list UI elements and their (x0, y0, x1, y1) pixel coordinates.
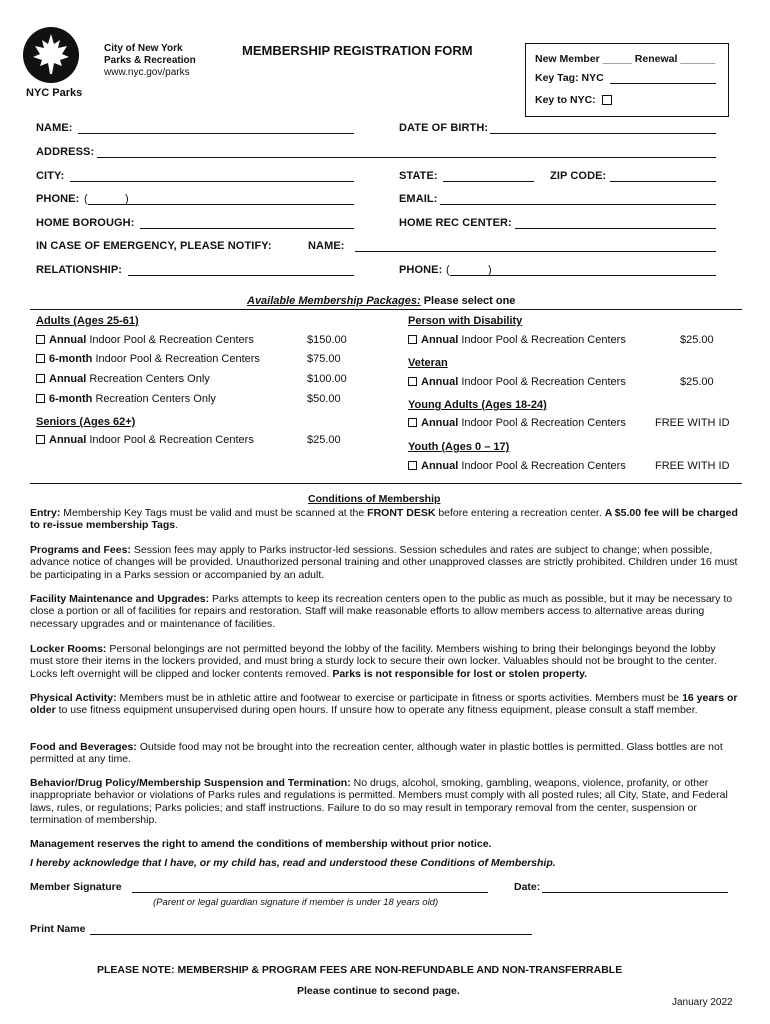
em-phone-paren-close: ) (488, 264, 492, 276)
conditions-title: Conditions of Membership (308, 493, 441, 505)
package-term: Annual (49, 373, 87, 385)
zip-label: ZIP CODE: (550, 170, 607, 182)
phone-label: PHONE: (36, 193, 80, 205)
member-signature-label: Member Signature (30, 881, 122, 893)
packages-heading (247, 295, 515, 307)
package-term: Annual (421, 334, 459, 346)
address-field[interactable] (97, 157, 716, 158)
package-desc: Indoor Pool & Recreation Centers (458, 376, 626, 388)
package-term: Annual (421, 417, 459, 429)
address-label: ADDRESS: (36, 146, 95, 158)
fees-note: PLEASE NOTE: MEMBERSHIP & PROGRAM FEES ARE NON-REFUNDABLE AND NON-TRANSFERRABLE (97, 964, 623, 976)
phone-paren-close: ) (125, 193, 129, 205)
state-field[interactable] (443, 181, 534, 182)
relationship-field[interactable] (128, 275, 354, 276)
revision-date: January 2022 (672, 997, 733, 1008)
package-young-adult-annual-pool[interactable] (408, 417, 626, 429)
emergency-name-label: NAME: (308, 240, 345, 252)
key-to-nyc-label: Key to NYC: (535, 94, 596, 106)
price-youth: FREE WITH ID (655, 460, 730, 472)
package-desc: Indoor Pool & Recreation Centers (458, 460, 626, 472)
conditions-physical (30, 692, 740, 717)
physical-label: Physical Activity: (30, 692, 117, 704)
entry-text: Membership Key Tags must be valid and must be scanned at the (60, 507, 368, 519)
checkbox[interactable] (408, 335, 417, 344)
management-note: Management reserves the right to amend the conditions of membership without prior notice. (30, 838, 492, 850)
disability-heading: Person with Disability (408, 315, 523, 327)
print-name-field[interactable] (90, 934, 532, 935)
package-veteran-annual-pool[interactable] (408, 376, 626, 388)
date-label: Date: (514, 881, 541, 893)
checkbox[interactable] (408, 377, 417, 386)
email-label: EMAIL: (399, 193, 438, 205)
entry-bold: FRONT DESK (367, 507, 436, 519)
programs-label: Programs and Fees: (30, 544, 131, 556)
acknowledgement: I hereby acknowledge that I have, or my child has, read and understood these Conditions of Membership. (30, 857, 556, 869)
nyc-parks-logo (22, 26, 80, 84)
packages-heading-label: Available Membership Packages: (247, 295, 421, 307)
food-text: Outside food may not be brought into the recreation center, although water in plastic bottles is permitted. Glass bottles are not permitted at any time. (30, 741, 723, 766)
package-adult-6month-rec[interactable] (36, 393, 216, 405)
price-adult-annual-pool: $150.00 (307, 334, 347, 346)
emergency-phone-label: PHONE: (399, 264, 443, 276)
office-use-box (525, 43, 729, 117)
package-desc: Recreation Centers Only (92, 393, 216, 405)
zip-field[interactable] (610, 181, 716, 182)
emergency-name-field[interactable] (355, 251, 716, 252)
conditions-locker (30, 643, 740, 680)
package-desc: Indoor Pool & Recreation Centers (458, 334, 626, 346)
continue-note: Please continue to second page. (297, 985, 460, 997)
phone-field[interactable] (88, 204, 354, 205)
package-adult-6month-pool[interactable] (36, 353, 260, 365)
date-field[interactable] (542, 892, 728, 893)
food-label: Food and Beverages: (30, 741, 137, 753)
borough-label: HOME BOROUGH: (36, 217, 135, 229)
price-adult-6month-rec: $50.00 (307, 393, 341, 405)
checkbox[interactable] (36, 435, 45, 444)
conditions-facility (30, 593, 740, 630)
packages-top-rule (30, 309, 742, 310)
package-term: 6-month (49, 393, 93, 405)
package-term: Annual (49, 334, 87, 346)
package-term: Annual (49, 434, 87, 446)
seniors-heading: Seniors (Ages 62+) (36, 416, 136, 428)
checkbox[interactable] (36, 374, 45, 383)
print-name-label: Print Name (30, 923, 86, 935)
package-disability-annual-pool[interactable] (408, 334, 626, 346)
checkbox[interactable] (36, 394, 45, 403)
dob-label: DATE OF BIRTH: (399, 122, 489, 134)
package-youth-annual-pool[interactable] (408, 460, 626, 472)
entry-bold: A $5.00 fee will be charged to re-issue membership Tags (30, 507, 738, 532)
price-veteran: $25.00 (680, 376, 714, 388)
package-adult-annual-rec[interactable] (36, 373, 210, 385)
member-signature-field[interactable] (132, 892, 488, 893)
package-desc: Recreation Centers Only (86, 373, 210, 385)
entry-text: before entering a recreation center. (435, 507, 605, 519)
locker-text: Personal belongings are not permitted beyond the lobby of the facility. Members wishing to bring their belongings beyond the lobby must store their items in the lockers provided, and must bring a sturdy lock to secure their own locker. Valuables should not be brought to the center. Locks left overnight will be clipped and locker contents removed. (30, 643, 717, 680)
conditions-behavior (30, 777, 740, 826)
package-term: Annual (421, 376, 459, 388)
form-title: MEMBERSHIP REGISTRATION FORM (242, 43, 473, 58)
young-adults-heading: Young Adults (Ages 18-24) (408, 399, 547, 411)
programs-text: Session fees may apply to Parks instructor-led sessions. Session schedules and rates are subject to change; when possible, advance notice of changes will be provided. Unauthorized personal training and other unapproved classes are strictly prohibited. Children under 16 must be participating in a Parks session or accompanied by an adult. (30, 544, 738, 581)
package-senior-annual-pool[interactable] (36, 434, 254, 446)
entry-label: Entry: (30, 507, 61, 519)
member-type-line[interactable]: New Member _____ Renewal ______ (535, 53, 716, 65)
keytag-label: Key Tag: NYC (535, 72, 604, 84)
emergency-phone-field[interactable] (450, 275, 716, 276)
conditions-food (30, 741, 740, 766)
org-name-line1: City of New York (104, 43, 183, 54)
keytag-field[interactable] (610, 83, 716, 84)
physical-bold: 16 years or older (30, 692, 738, 717)
price-disability: $25.00 (680, 334, 714, 346)
rec-center-field[interactable] (515, 228, 716, 229)
state-label: STATE: (399, 170, 438, 182)
package-term: Annual (421, 460, 459, 472)
youth-heading: Youth (Ages 0 – 17) (408, 441, 510, 453)
city-field[interactable] (70, 181, 354, 182)
package-desc: Indoor Pool & Recreation Centers (92, 353, 260, 365)
checkbox[interactable] (408, 461, 417, 470)
price-adult-annual-rec: $100.00 (307, 373, 347, 385)
borough-field[interactable] (140, 228, 354, 229)
package-adult-annual-pool[interactable] (36, 334, 254, 346)
name-field[interactable] (78, 133, 354, 134)
packages-bottom-rule (30, 483, 742, 484)
locker-label: Locker Rooms: (30, 643, 107, 655)
em-phone-paren-open: ( (446, 264, 450, 276)
package-term: 6-month (49, 353, 93, 365)
locker-bold: Parks is not responsible for lost or stolen property. (332, 667, 588, 680)
phone-paren-open: ( (84, 193, 88, 205)
logo-text: NYC Parks (26, 87, 83, 99)
key-to-nyc-checkbox[interactable] (602, 95, 612, 105)
checkbox[interactable] (36, 335, 45, 344)
package-desc: Indoor Pool & Recreation Centers (86, 334, 254, 346)
price-senior-annual-pool: $25.00 (307, 434, 341, 446)
conditions-programs (30, 544, 740, 581)
package-desc: Indoor Pool & Recreation Centers (86, 434, 254, 446)
package-desc: Indoor Pool & Recreation Centers (458, 417, 626, 429)
physical-text: to use fitness equipment unsupervised during open hours. If unsure how to operate any fitness equipment, please consult a staff member. (55, 704, 698, 717)
dob-field[interactable] (490, 133, 716, 134)
org-url: www.nyc.gov/parks (104, 67, 190, 78)
entry-end: . (175, 519, 179, 532)
checkbox[interactable] (408, 418, 417, 427)
packages-heading-suffix: Please select one (420, 295, 516, 307)
price-young-adult: FREE WITH ID (655, 417, 730, 429)
price-adult-6month-pool: $75.00 (307, 353, 341, 365)
physical-text: Members must be in athletic attire and footwear to exercise or participate in fitness or sports activities. Members must be (116, 692, 683, 704)
emergency-label: IN CASE OF EMERGENCY, PLEASE NOTIFY: (36, 240, 272, 252)
facility-label: Facility Maintenance and Upgrades: (30, 593, 210, 605)
relationship-label: RELATIONSHIP: (36, 264, 123, 276)
rec-center-label: HOME REC CENTER: (399, 217, 512, 229)
name-label: NAME: (36, 122, 73, 134)
adults-heading: Adults (Ages 25-61) (36, 315, 139, 327)
org-name-line2: Parks & Recreation (104, 55, 196, 66)
email-field[interactable] (440, 204, 716, 205)
behavior-label: Behavior/Drug Policy/Membership Suspension and Termination: (30, 777, 351, 789)
conditions-entry (30, 507, 740, 532)
checkbox[interactable] (36, 354, 45, 363)
veteran-heading: Veteran (408, 357, 448, 369)
behavior-text: No drugs, alcohol, smoking, gambling, weapons, violence, profanity, or other inappropriate behavior or violations of Parks rules and regulations is permitted. Members must comply with all posted rules; all City, State, and Federal laws, rules, or regulations; Parks policies; and staff instructions. Failure to do so may result in temporary removal from the center, suspension or termination of membership. (30, 777, 728, 826)
city-label: CITY: (36, 170, 65, 182)
signature-note: (Parent or legal guardian signature if member is under 18 years old) (153, 897, 439, 908)
facility-text: Parks attempts to keep its recreation centers open to the public as much as possible, but it may be necessary to close a portion or all of facilities for repairs and restoration. Staff will make reasonable efforts to allow members access to alternative areas during necessary upgrades and or maintenance of facilities. (30, 593, 733, 630)
